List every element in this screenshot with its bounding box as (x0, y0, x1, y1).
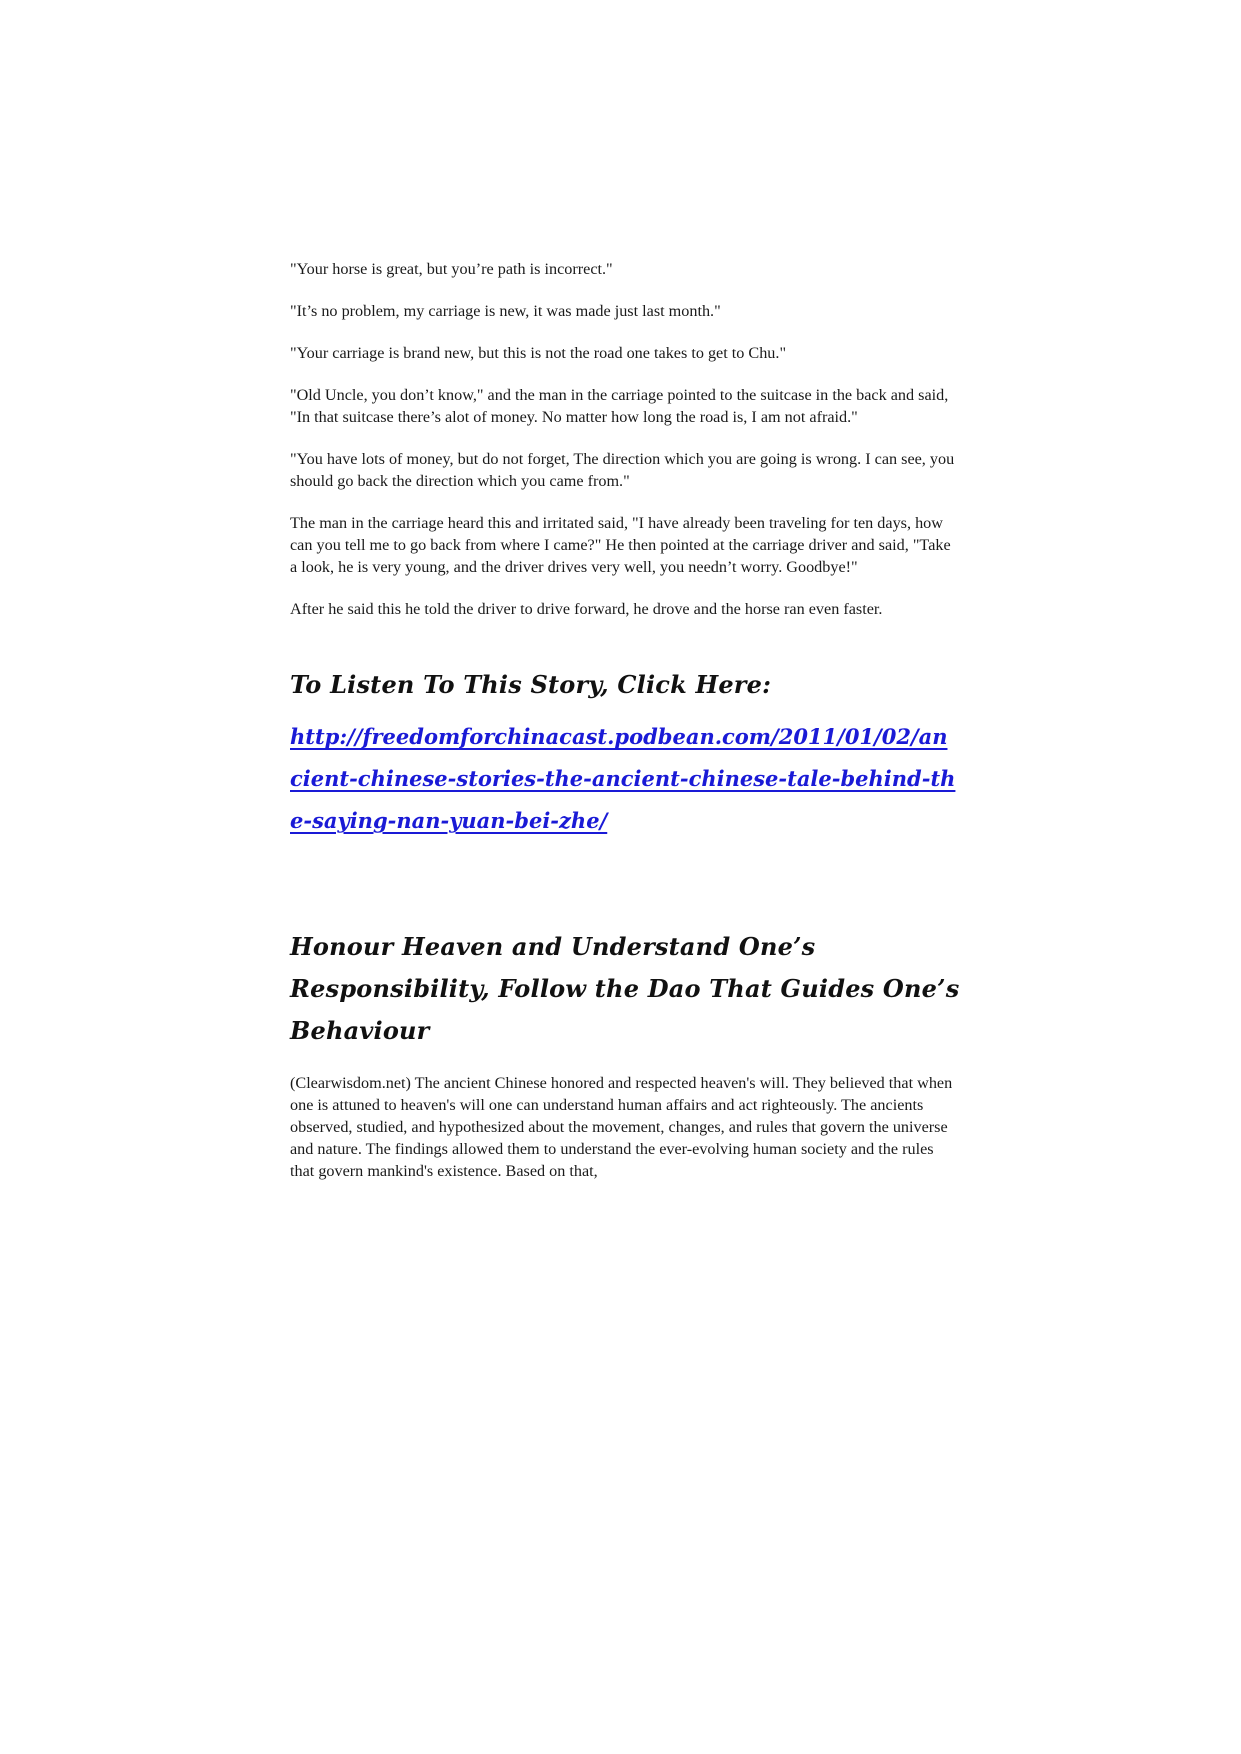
story-paragraph: "Your horse is great, but you’re path is incorrect." (290, 260, 613, 278)
story-paragraph: "It’s no problem, my carriage is new, it was made just last month." (290, 302, 721, 320)
article-heading: Honour Heaven and Understand One’s Responsibility, Follow the Dao That Guides One’s Behaviour (290, 932, 960, 1045)
story-paragraph: After he said this he told the driver to drive forward, he drove and the horse ran even faster. (290, 600, 883, 618)
page-content (290, 258, 960, 1202)
story-paragraph: "Your carriage is brand new, but this is not the road one takes to get to Chu." (290, 344, 787, 362)
podcast-link[interactable]: http://freedomforchinacast.podbean.com/2011/01/02/ancient-chinese-stories-the-ancient-chinese-tale-behind-the-saying-nan-yuan-bei-zhe/ (290, 724, 956, 833)
story-paragraph: "You have lots of money, but do not forget, The direction which you are going is wrong. I can see, you should go back the direction which you came from." (290, 450, 955, 490)
story-paragraph: "Old Uncle, you don’t know," and the man in the carriage pointed to the suitcase in the back and said, "In that suitcase there’s alot of money. No matter how long the road is, I am not afraid." (290, 386, 949, 426)
story-paragraph: The man in the carriage heard this and irritated said, "I have already been traveling for ten days, how can you tell me to go back from where I came?" He then pointed at the carriage driver and said, "Take a look, he is very young, and the driver drives very well, you needn’t worry. Goodbye!" (290, 514, 951, 576)
article-paragraph: (Clearwisdom.net) The ancient Chinese honored and respected heaven's will. They believed that when one is attuned to heaven's will one can understand human affairs and act righteously. The ancients observed, studied, and hypothesized about the movement, changes, and rules that govern the universe and nature. The findings allowed them to understand the ever-evolving human society and the rules that govern mankind's existence. Based on that, (290, 1074, 953, 1180)
listen-heading: To Listen To This Story, Click Here: (290, 670, 772, 699)
